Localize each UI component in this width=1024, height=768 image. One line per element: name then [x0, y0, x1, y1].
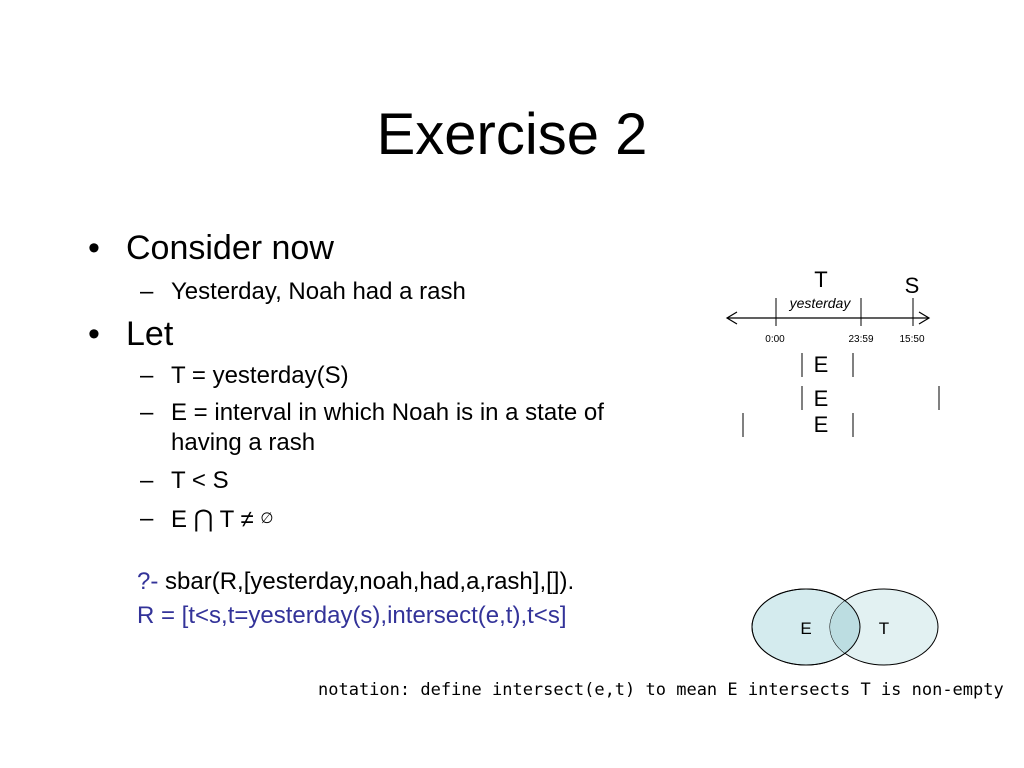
tick-label: 15:50	[899, 334, 925, 345]
notation-note: notation: define intersect(e,t) to mean E intersects T is non-empty	[318, 680, 1004, 700]
venn-E-label: E	[800, 619, 812, 638]
sub-bullet-text: T < S	[171, 467, 229, 494]
interval-bars	[743, 353, 939, 437]
query-goal: sbar(R,[yesterday,noah,had,a,rash],[]).	[165, 568, 575, 595]
time-axis	[727, 312, 929, 324]
dash-marker: –	[140, 362, 154, 389]
tick-label: 0:00	[765, 334, 785, 345]
bullet-marker: •	[88, 229, 100, 267]
query-prompt: ?-	[137, 568, 159, 595]
timeline-S-label: S	[904, 273, 920, 298]
empty-set-symbol: ∅	[260, 510, 274, 527]
intersect-formula: E ⋂ T ≠	[171, 506, 254, 533]
dash-marker: –	[140, 505, 154, 532]
dash-marker: –	[140, 278, 154, 305]
sub-bullet-text: T = yesterday(S)	[171, 362, 349, 389]
dash-marker: –	[140, 399, 154, 426]
slide-title: Exercise 2	[376, 102, 648, 167]
venn-diagram	[745, 583, 945, 673]
prolog-result: R = [t<s,t=yesterday(s),intersect(e,t),t<s]	[137, 602, 567, 629]
sub-bullet-text: E = interval in which Noah is in a state of	[171, 399, 604, 426]
E-interval-label: E	[813, 412, 829, 437]
bullet-text: Let	[126, 315, 174, 353]
bullet-text: Consider now	[126, 229, 334, 267]
sub-bullet-text: Yesterday, Noah had a rash	[171, 278, 466, 305]
venn-T-label: T	[878, 619, 890, 638]
E-interval-label: E	[813, 352, 829, 377]
sub-bullet-continuation: having a rash	[171, 429, 316, 456]
timeline-T-label: T	[814, 267, 828, 292]
yesterday-label: yesterday	[789, 295, 851, 311]
E-interval-label: E	[813, 386, 829, 411]
tick-label: 23:59	[848, 334, 874, 345]
bullet-marker: •	[88, 315, 100, 353]
dash-marker: –	[140, 467, 154, 494]
